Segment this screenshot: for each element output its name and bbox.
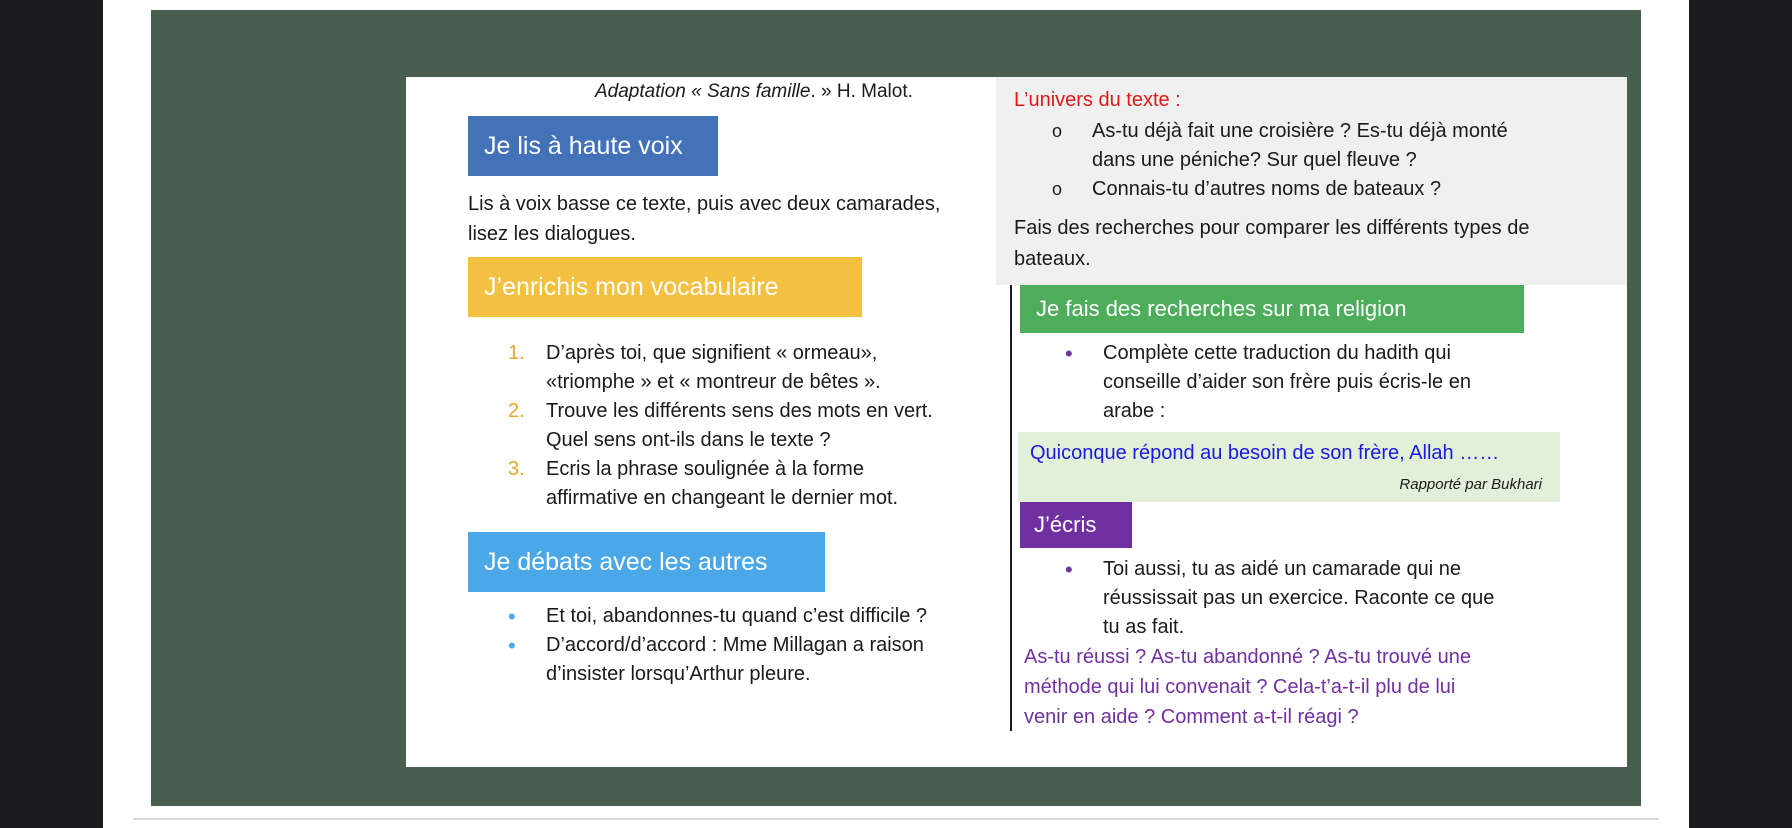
ring-bullet-icon: o [1052, 179, 1063, 199]
bullet-icon: • [1065, 557, 1073, 582]
source-attribution: Adaptation « Sans famille. » H. Malot. [595, 81, 913, 102]
list-item: • Complète cette traduction du hadith qui conseille d’aider son frère puis écris-le en arabe : [1065, 341, 1471, 422]
ecris-questions: As-tu réussi ? As-tu abandonné ? As-tu trouvé une méthode qui lui convenait ? Cela-t’a-t-il plu de lui venir en aide ? Comment a-t-il réagi ? [1024, 646, 1471, 728]
ecris-list [1065, 555, 1495, 642]
univers-list [1052, 117, 1508, 204]
column-divider [1010, 285, 1012, 731]
worksheet [406, 77, 1627, 767]
section-header-lis: Je lis à haute voix [468, 116, 718, 176]
list-item: • Et toi, abandonnes-tu quand c’est difficile ? [508, 604, 927, 629]
bullet-icon: • [1065, 341, 1073, 366]
list-item: 3. Ecris la phrase soulignée à la forme affirmative en changeant le dernier mot. [508, 458, 899, 509]
viewer-page-edge [133, 818, 1659, 820]
debats-list [508, 602, 927, 689]
section-header-vocabulaire: J’enrichis mon vocabulaire [468, 257, 862, 317]
image-frame [151, 10, 1641, 806]
univers-title: L’univers du texte : [1014, 89, 1181, 111]
list-item: o As-tu déjà fait une croisière ? Es-tu déjà monté dans une péniche? Sur quel fleuve ? [1092, 117, 1508, 175]
ring-bullet-icon: o [1052, 121, 1063, 141]
bullet-icon: • [508, 633, 516, 658]
hadith-source: Rapporté par Bukhari [1399, 476, 1542, 493]
section-header-debats: Je débats avec les autres [468, 532, 825, 592]
univers-paragraph: Fais des recherches pour comparer les différents types de bateaux. [1014, 217, 1530, 270]
univers-box [996, 77, 1627, 285]
section-header-ecris: J’écris [1020, 502, 1132, 548]
section-header-religion: Je fais des recherches sur ma religion [1020, 285, 1524, 333]
vocabulaire-list [508, 339, 933, 513]
list-item: 2. Trouve les différents sens des mots en vert. Quel sens ont-ils dans le texte ? [508, 400, 933, 451]
list-item: • D’accord/d’accord : Mme Millagan a raison d’insister lorsqu’Arthur pleure. [508, 633, 924, 685]
hadith-text: Quiconque répond au besoin de son frère, Allah …… [1030, 442, 1500, 464]
lis-instruction: Lis à voix basse ce texte, puis avec deux camarades, lisez les dialogues. [468, 193, 941, 245]
list-item: o Connais-tu d’autres noms de bateaux ? [1092, 175, 1508, 204]
religion-list [1065, 339, 1471, 426]
source-title: Sans famille [706, 81, 811, 102]
hadith-box [1018, 432, 1560, 502]
list-item: 1. D’après toi, que signifient « ormeau», «triomphe » et « montreur de bêtes ». [508, 342, 881, 393]
bullet-icon: • [508, 604, 516, 629]
list-item: • Toi aussi, tu as aidé un camarade qui ne réussissait pas un exercice. Raconte ce que tu as fait. [1065, 557, 1495, 638]
